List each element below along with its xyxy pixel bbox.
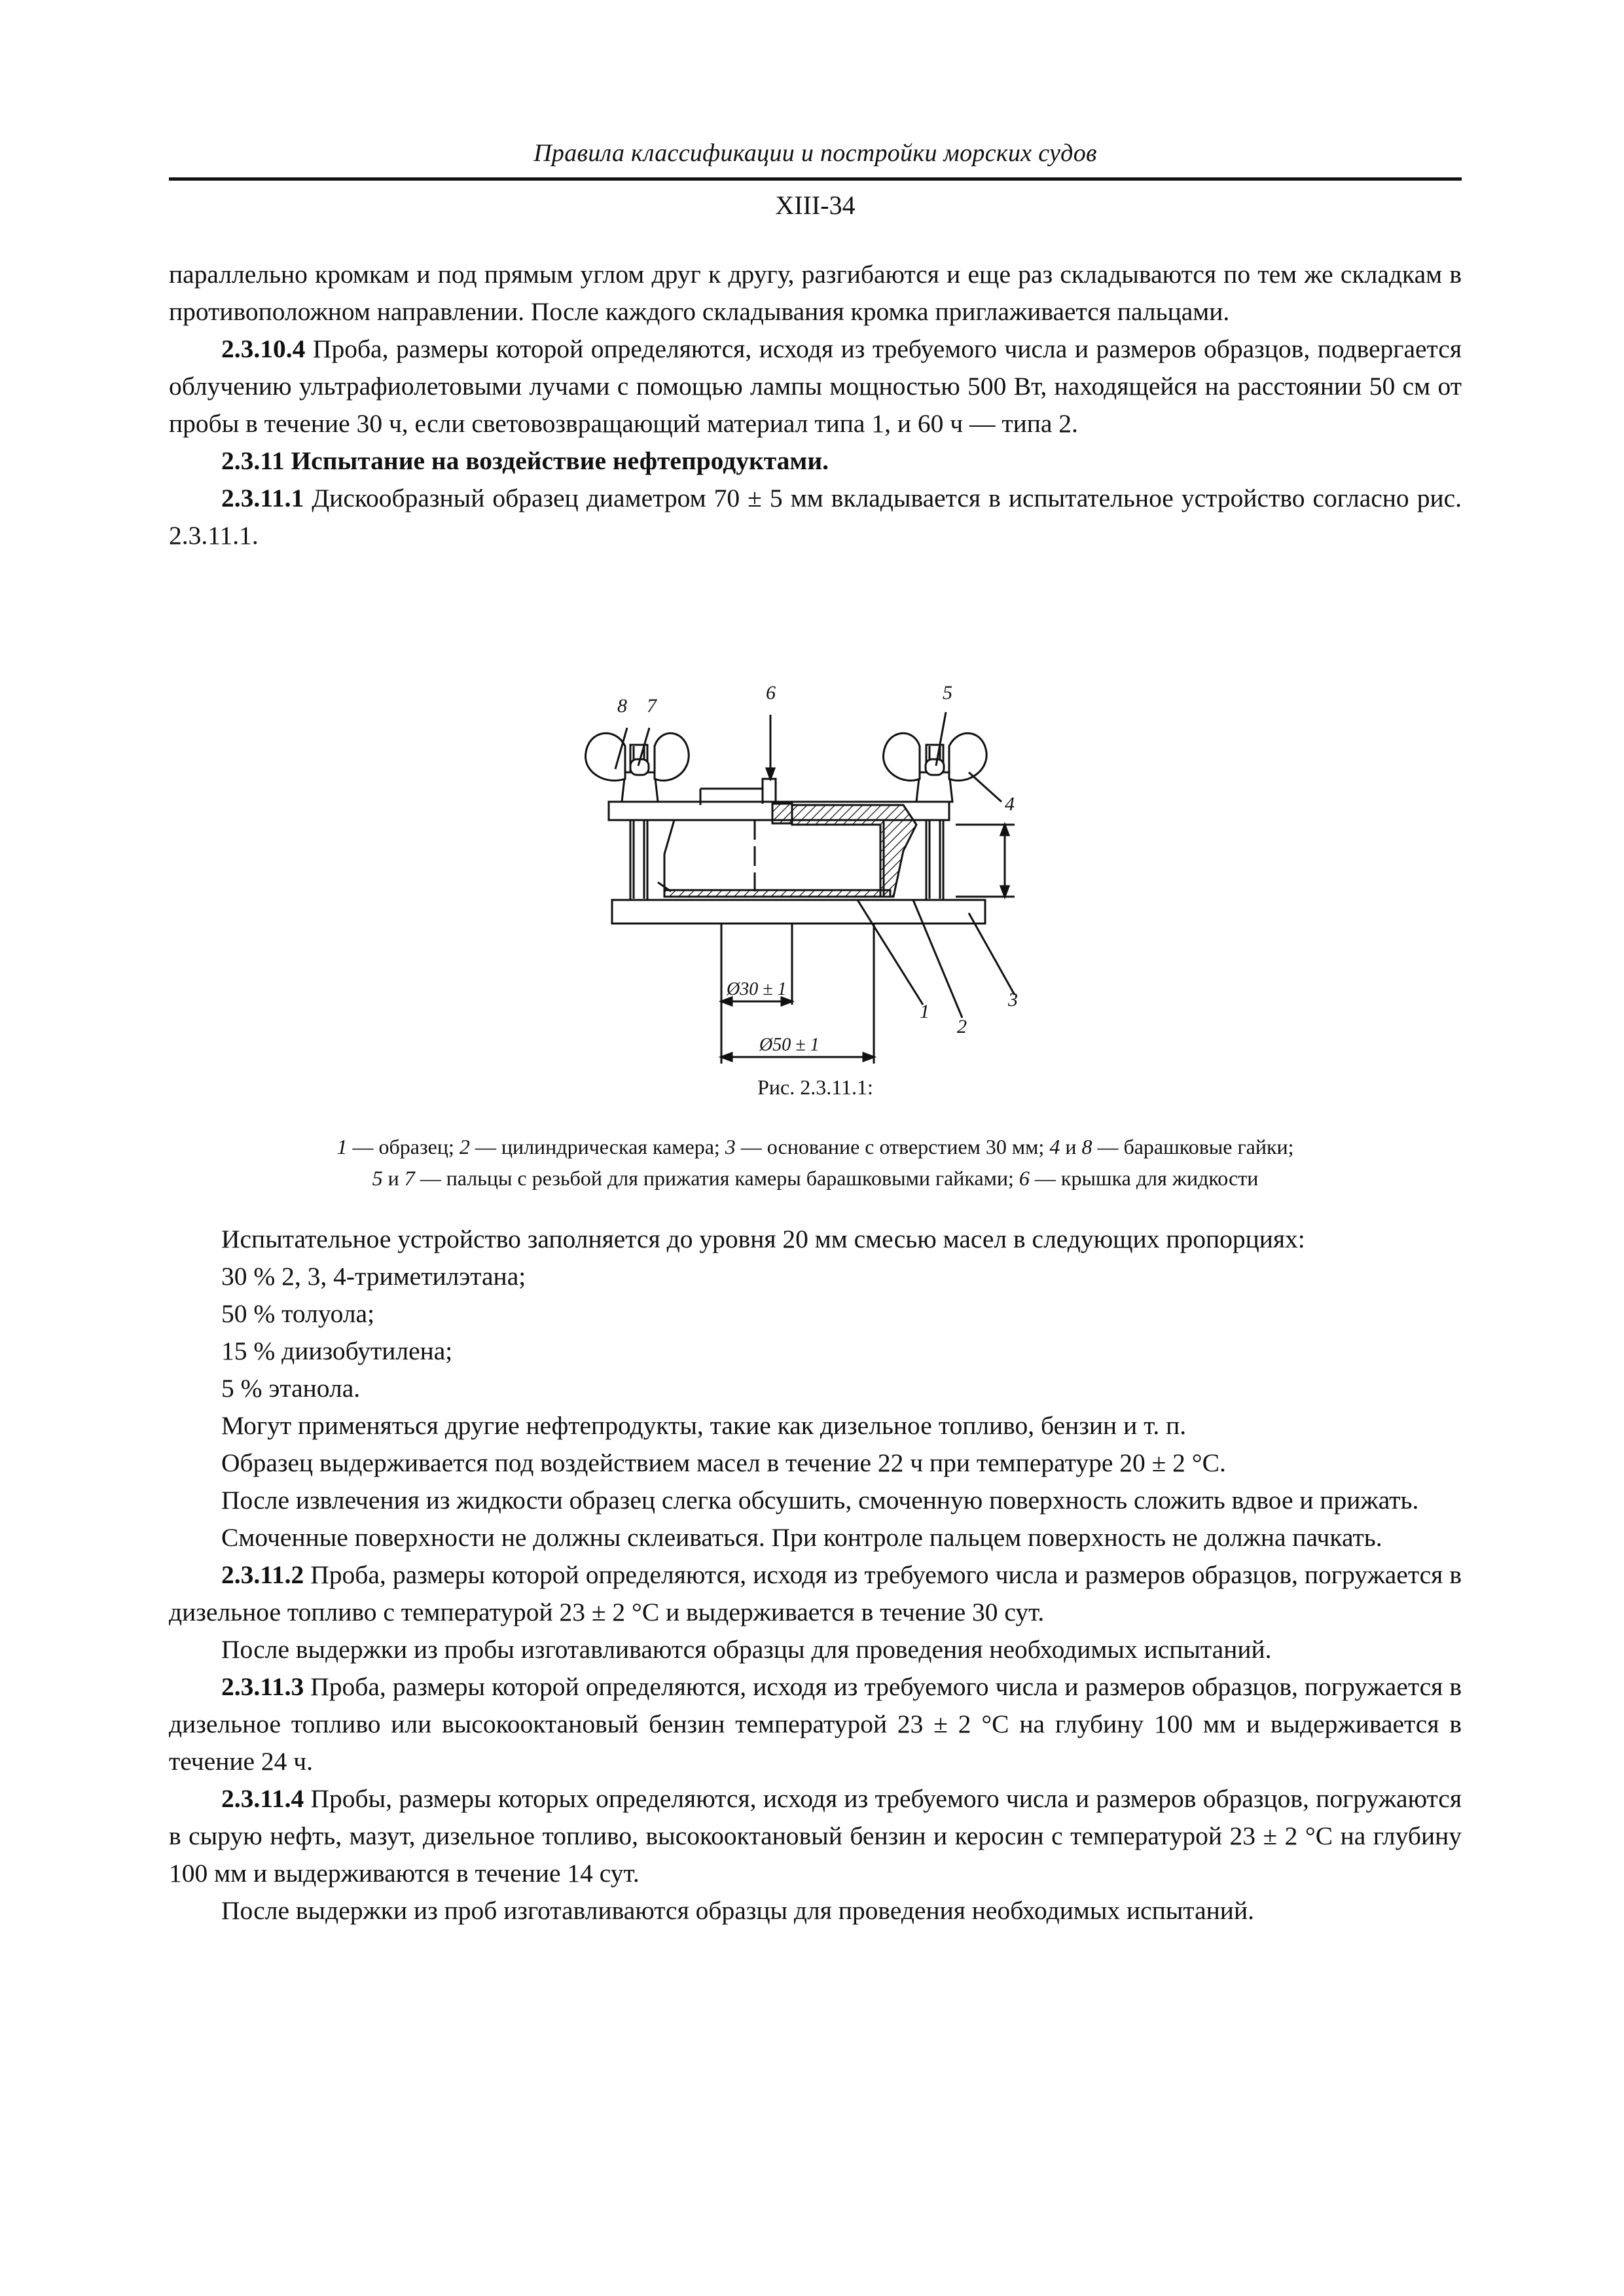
section-heading-2-3-11: [169, 442, 1462, 480]
legend-text: — цилиндрическая камера;: [469, 1135, 725, 1158]
paragraph-fill: Испытательное устройство заполняется до уровня 20 мм смесью масел в следующих пропорциях:: [221, 1225, 1305, 1253]
paragraph-after-holding-1: После выдержки из пробы изготавливаются образцы для проведения необходимых испытаний.: [221, 1635, 1272, 1664]
continuation-paragraph: параллельно кромкам и под прямым углом друг к другу, разгибаются и еще раз складываются по тем же складкам в противоположном направлении. После каждого складывания кромка приглаживается пальцами.: [169, 260, 1462, 326]
paragraph-after-holding-2: После выдержки из проб изготавливаются образцы для проведения необходимых испытаний.: [221, 1896, 1254, 1925]
legend-line-1: [169, 1131, 1462, 1162]
label-1: 1: [920, 1001, 929, 1022]
height-dimension: [956, 825, 1015, 897]
legend-text: — образец;: [347, 1135, 460, 1158]
legend-num: 4: [1049, 1135, 1060, 1158]
legend-num: 6: [1019, 1166, 1030, 1190]
paragraph-exposure: Образец выдерживается под воздействием масел в течение 22 ч при температуре 20 ± 2 °С.: [221, 1448, 1226, 1477]
paragraph-other-products: Могут применяться другие нефтепродукты, такие как дизельное топливо, бензин и т. п.: [221, 1411, 1187, 1440]
mixture-item: 50 % толуола;: [221, 1299, 375, 1328]
paragraph-after-extraction: После извлечения из жидкости образец слегка обсушить, смоченную поверхность сложить вдвое и прижать.: [221, 1486, 1419, 1515]
clause-number: 2.3.11.2: [221, 1560, 304, 1589]
bottom-text-block: [169, 1221, 1462, 1929]
paragraph-2-3-11-4: [169, 1780, 1462, 1892]
legend-text: и: [1060, 1135, 1082, 1158]
figure-caption: Рис. 2.3.11.1:: [757, 1075, 873, 1099]
paragraph-2-3-11-3: [169, 1668, 1462, 1780]
legend-text: — пальцы с резьбой для прижатия камеры барашковыми гайками;: [414, 1166, 1019, 1190]
figure-legend: [169, 1131, 1462, 1194]
clause-number: 2.3.11.3: [221, 1672, 304, 1701]
base-plate: [612, 900, 985, 924]
label-2: 2: [957, 1016, 967, 1037]
legend-num: 1: [336, 1135, 348, 1158]
legend-num: 2: [459, 1135, 470, 1158]
running-header-title: Правила классификации и постройки морских судов: [533, 139, 1097, 167]
label-5: 5: [943, 682, 952, 704]
chamber-flange: [792, 805, 916, 897]
label-4: 4: [1005, 793, 1015, 815]
sample-disc: [664, 890, 890, 897]
clause-number: 2.3.11.4: [221, 1784, 304, 1813]
liquid-lid: [763, 779, 776, 804]
section-heading-text: 2.3.11 Испытание на воздействие нефтепродуктами.: [221, 446, 829, 475]
legend-text: — крышка для жидкости: [1029, 1166, 1259, 1190]
clause-text: Пробы, размеры которых определяются, исходя из требуемого числа и размеров образцов, погружаются в сырую нефть, мазут, дизельное топливо, высокооктановый бензин и керосин с температурой 23 ± 2 °С на глубину 100 мм и выдерживаются в течение 14 сут.: [169, 1784, 1462, 1888]
paragraph-2-3-10-4: [169, 331, 1462, 442]
paragraph-2-3-11-1: [169, 480, 1462, 554]
legend-num: 5: [372, 1166, 383, 1190]
dim-30-label: Ø30 ± 1: [727, 979, 787, 999]
top-text-block: [169, 256, 1462, 554]
page-number: XIII-34: [775, 190, 856, 220]
clause-text: Проба, размеры которой определяются, исходя из требуемого числа и размеров образцов, погружается в дизельное топливо с температурой 23 ± 2 °С и выдерживается в течение 30 сут.: [169, 1560, 1462, 1626]
legend-line-2: [169, 1162, 1462, 1194]
legend-num: 7: [404, 1166, 415, 1190]
legend-text: — барашковые гайки;: [1092, 1135, 1294, 1158]
clause-text: Проба, размеры которой определяются, исходя из требуемого числа и размеров образцов, погружается в дизельное топливо или высокооктановый бензин температурой 23 ± 2 °С на глубину 100 мм и выдерживается в течение 24 ч.: [169, 1672, 1462, 1776]
label-7: 7: [647, 695, 657, 717]
legend-num: 3: [725, 1135, 736, 1158]
dim-50-label: Ø50 ± 1: [759, 1035, 820, 1055]
label-3: 3: [1008, 989, 1018, 1011]
clause-number: 2.3.11.1: [221, 484, 304, 512]
mixture-item: 15 % диизобутилена;: [221, 1336, 453, 1365]
clause-number: 2.3.10.4: [221, 334, 306, 363]
mixture-item: 30 % 2, 3, 4-триметилэтана;: [221, 1262, 526, 1291]
test-device-drawing: [550, 655, 1113, 1073]
label-6: 6: [766, 682, 776, 704]
clause-text: Проба, размеры которой определяются, исходя из требуемого числа и размеров образцов, подвергается облучению ультрафиолетовыми лучами с помощью лампы мощностью 500 Вт, находящейся на расстоянии 50 см от пробы в течение 30 ч, если световозвращающий материал типа 1, и 60 ч — типа 2.: [169, 334, 1462, 438]
paragraph-no-sticking: Смоченные поверхности не должны склеиваться. При контроле пальцем поверхность не должна пачкать.: [221, 1523, 1382, 1552]
wing-nut-right: [884, 733, 987, 802]
legend-text: — основание с отверстием 30 мм;: [735, 1135, 1050, 1158]
clause-text: Дискообразный образец диаметром 70 ± 5 мм вкладывается в испытательное устройство согласно рис. 2.3.11.1.: [169, 484, 1462, 550]
figure-test-device: [550, 655, 1113, 1073]
mixture-item: 5 % этанола.: [221, 1374, 361, 1403]
wing-nut-left: [586, 733, 689, 802]
cylindrical-chamber: [658, 820, 884, 897]
paragraph-2-3-11-2: [169, 1556, 1462, 1631]
label-8: 8: [617, 695, 627, 717]
header-rule: [169, 177, 1462, 181]
legend-num: 8: [1081, 1135, 1092, 1158]
legend-text: и: [382, 1166, 405, 1190]
